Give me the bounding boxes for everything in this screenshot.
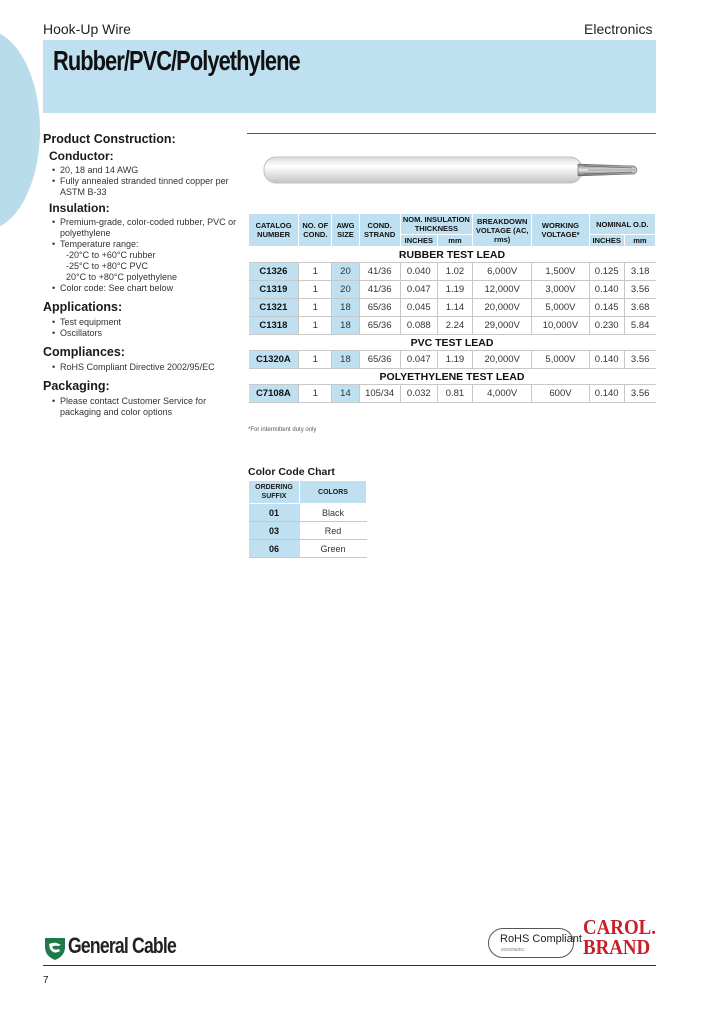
table-cell: 20: [332, 281, 359, 299]
table-cell: 1.02: [437, 263, 472, 281]
table-cell: 1: [299, 299, 332, 317]
table-cell: 600V: [532, 385, 589, 403]
list-item: • Premium-grade, color-coded rubber, PVC or polyethylene: [52, 217, 238, 239]
table-cell: 0.047: [400, 281, 437, 299]
list-item: • Test equipment: [52, 317, 238, 328]
column-header: INCHES: [400, 235, 437, 247]
table-cell: 3.56: [624, 281, 655, 299]
table-row: [249, 281, 656, 299]
table-cell: 1,500V: [532, 263, 589, 281]
table-cell: 29,000V: [473, 317, 532, 335]
wire-product-image: [262, 154, 642, 186]
ordering-suffix: 01: [249, 504, 300, 522]
ordering-suffix: 03: [249, 522, 300, 540]
list-item: • Please contact Customer Service for packaging and color options: [52, 396, 238, 418]
catalog-number: C1318: [249, 317, 299, 335]
column-header: INCHES: [589, 235, 624, 247]
table-cell: 0.040: [400, 263, 437, 281]
table-cell: 0.125: [589, 263, 624, 281]
color-name: Red: [300, 522, 367, 540]
column-header: NOMINAL O.D.: [589, 214, 655, 235]
table-row: [249, 263, 656, 281]
page-number: 7: [43, 975, 49, 986]
table-cell: 5.84: [624, 317, 655, 335]
column-header: NO. OF COND.: [299, 214, 332, 247]
table-cell: 1.14: [437, 299, 472, 317]
table-cell: 0.81: [437, 385, 472, 403]
column-header: AWG SIZE: [332, 214, 359, 247]
table-cell: 1: [299, 263, 332, 281]
table-cell: 2.24: [437, 317, 472, 335]
table-footnote: *For intermittent duty only: [248, 427, 317, 433]
list-item: • Fully annealed stranded tinned copper per ASTM B-33: [52, 176, 238, 198]
general-cable-brand: General Cable: [68, 933, 176, 958]
column-header: COND. STRAND: [359, 214, 400, 247]
carol-logo-line2: BRAND: [583, 935, 651, 959]
table-row: [249, 385, 656, 403]
table-cell: 18: [332, 351, 359, 369]
column-header: mm: [624, 235, 655, 247]
table-cell: 3.68: [624, 299, 655, 317]
section-label: Electronics: [584, 21, 653, 37]
general-cable-logo-icon: [43, 935, 67, 961]
table-cell: 5,000V: [532, 299, 589, 317]
table-cell: 20,000V: [473, 351, 532, 369]
table-row: [249, 504, 367, 522]
list-item: • 20, 18 and 14 AWG: [52, 165, 238, 176]
catalog-number: C1326: [249, 263, 299, 281]
table-row: [249, 522, 367, 540]
table-row: [249, 540, 367, 558]
temp-range-pvc: -25°C to +80°C PVC: [66, 261, 148, 271]
decorative-side-arc: [0, 30, 40, 230]
table-cell: 0.140: [589, 385, 624, 403]
table-cell: 41/36: [359, 281, 400, 299]
column-header: NOM. INSULATION THICKNESS: [400, 214, 472, 235]
list-item: • Color code: See chart below: [52, 283, 238, 294]
table-cell: 0.088: [400, 317, 437, 335]
column-header: WORKING VOLTAGE*: [532, 214, 589, 247]
compliances-heading: Compliances:: [43, 345, 125, 359]
table-cell: 3.56: [624, 385, 655, 403]
table-cell: 10,000V: [532, 317, 589, 335]
footer-divider: [43, 965, 656, 966]
table-cell: 0.140: [589, 281, 624, 299]
table-cell: 3,000V: [532, 281, 589, 299]
catalog-number: C1320A: [249, 351, 299, 369]
page-title: Rubber/PVC/Polyethylene: [53, 45, 300, 76]
catalog-number: C7108A: [249, 385, 299, 403]
conductor-heading: Conductor:: [49, 149, 114, 163]
conductor-list: [43, 165, 238, 198]
table-cell: 20: [332, 263, 359, 281]
list-item: • Oscillators: [52, 328, 238, 339]
table-cell: 14: [332, 385, 359, 403]
rohs-compliant-badge: [488, 928, 582, 958]
color-name: Green: [300, 540, 367, 558]
carol-brand-logo: [583, 917, 656, 957]
table-cell: 0.047: [400, 351, 437, 369]
table-cell: 0.145: [589, 299, 624, 317]
temp-range-polyethylene: 20°C to +80°C polyethylene: [66, 272, 178, 282]
table-cell: 0.140: [589, 351, 624, 369]
category-label: Hook-Up Wire: [43, 21, 131, 37]
table-cell: 1: [299, 351, 332, 369]
table-cell: 18: [332, 317, 359, 335]
color-code-table: [248, 480, 367, 558]
insulation-heading: Insulation:: [49, 201, 110, 215]
table-cell: 105/34: [359, 385, 400, 403]
compliances-list: [43, 362, 238, 373]
table-cell: 0.230: [589, 317, 624, 335]
temp-range-rubber: -20°C to +60°C rubber: [66, 250, 156, 260]
spec-table: [248, 213, 656, 403]
column-header: BREAKDOWN VOLTAGE (AC, rms): [473, 214, 532, 247]
list-item: • RoHS Compliant Directive 2002/95/EC: [52, 362, 238, 373]
column-header: CATALOG NUMBER: [249, 214, 299, 247]
table-cell: 5,000V: [532, 351, 589, 369]
rohs-label: RoHS Compliant: [500, 933, 582, 945]
table-cell: 1: [299, 385, 332, 403]
table-cell: 6,000V: [473, 263, 532, 281]
section-divider: [247, 133, 656, 134]
table-row: [249, 299, 656, 317]
applications-list: [43, 317, 238, 339]
table-cell: 1.19: [437, 281, 472, 299]
ordering-suffix: 06: [249, 540, 300, 558]
product-info-column: [43, 132, 238, 420]
table-cell: 0.032: [400, 385, 437, 403]
table-row: [249, 351, 656, 369]
table-cell: 1: [299, 317, 332, 335]
list-item: [52, 239, 238, 283]
construction-heading: Product Construction:: [43, 132, 176, 146]
packaging-list: [43, 396, 238, 418]
section-title-rubber: RUBBER TEST LEAD: [249, 247, 656, 263]
rohs-directive: 2002/95/EC: [501, 947, 525, 952]
table-cell: 18: [332, 299, 359, 317]
table-cell: 3.56: [624, 351, 655, 369]
table-cell: 20,000V: [473, 299, 532, 317]
carol-logo-line1: CAROL.: [583, 915, 656, 939]
packaging-heading: Packaging:: [43, 379, 110, 393]
column-header: mm: [437, 235, 472, 247]
table-cell: 65/36: [359, 351, 400, 369]
table-cell: 65/36: [359, 299, 400, 317]
temperature-range-label: Temperature range:: [60, 239, 139, 249]
table-cell: 1: [299, 281, 332, 299]
table-cell: 3.18: [624, 263, 655, 281]
catalog-number: C1321: [249, 299, 299, 317]
table-cell: 41/36: [359, 263, 400, 281]
applications-heading: Applications:: [43, 300, 123, 314]
table-cell: 4,000V: [473, 385, 532, 403]
color-name: Black: [300, 504, 367, 522]
table-cell: 65/36: [359, 317, 400, 335]
title-band: [43, 40, 656, 113]
table-row: [249, 317, 656, 335]
column-header: COLORS: [300, 481, 367, 504]
section-title-polyethylene: POLYETHYLENE TEST LEAD: [249, 369, 656, 385]
column-header: ORDERING SUFFIX: [249, 481, 300, 504]
table-cell: 0.045: [400, 299, 437, 317]
color-chart-title: Color Code Chart: [248, 466, 335, 478]
insulation-list: [43, 217, 238, 294]
catalog-number: C1319: [249, 281, 299, 299]
section-title-pvc: PVC TEST LEAD: [249, 335, 656, 351]
table-cell: 1.19: [437, 351, 472, 369]
table-cell: 12,000V: [473, 281, 532, 299]
